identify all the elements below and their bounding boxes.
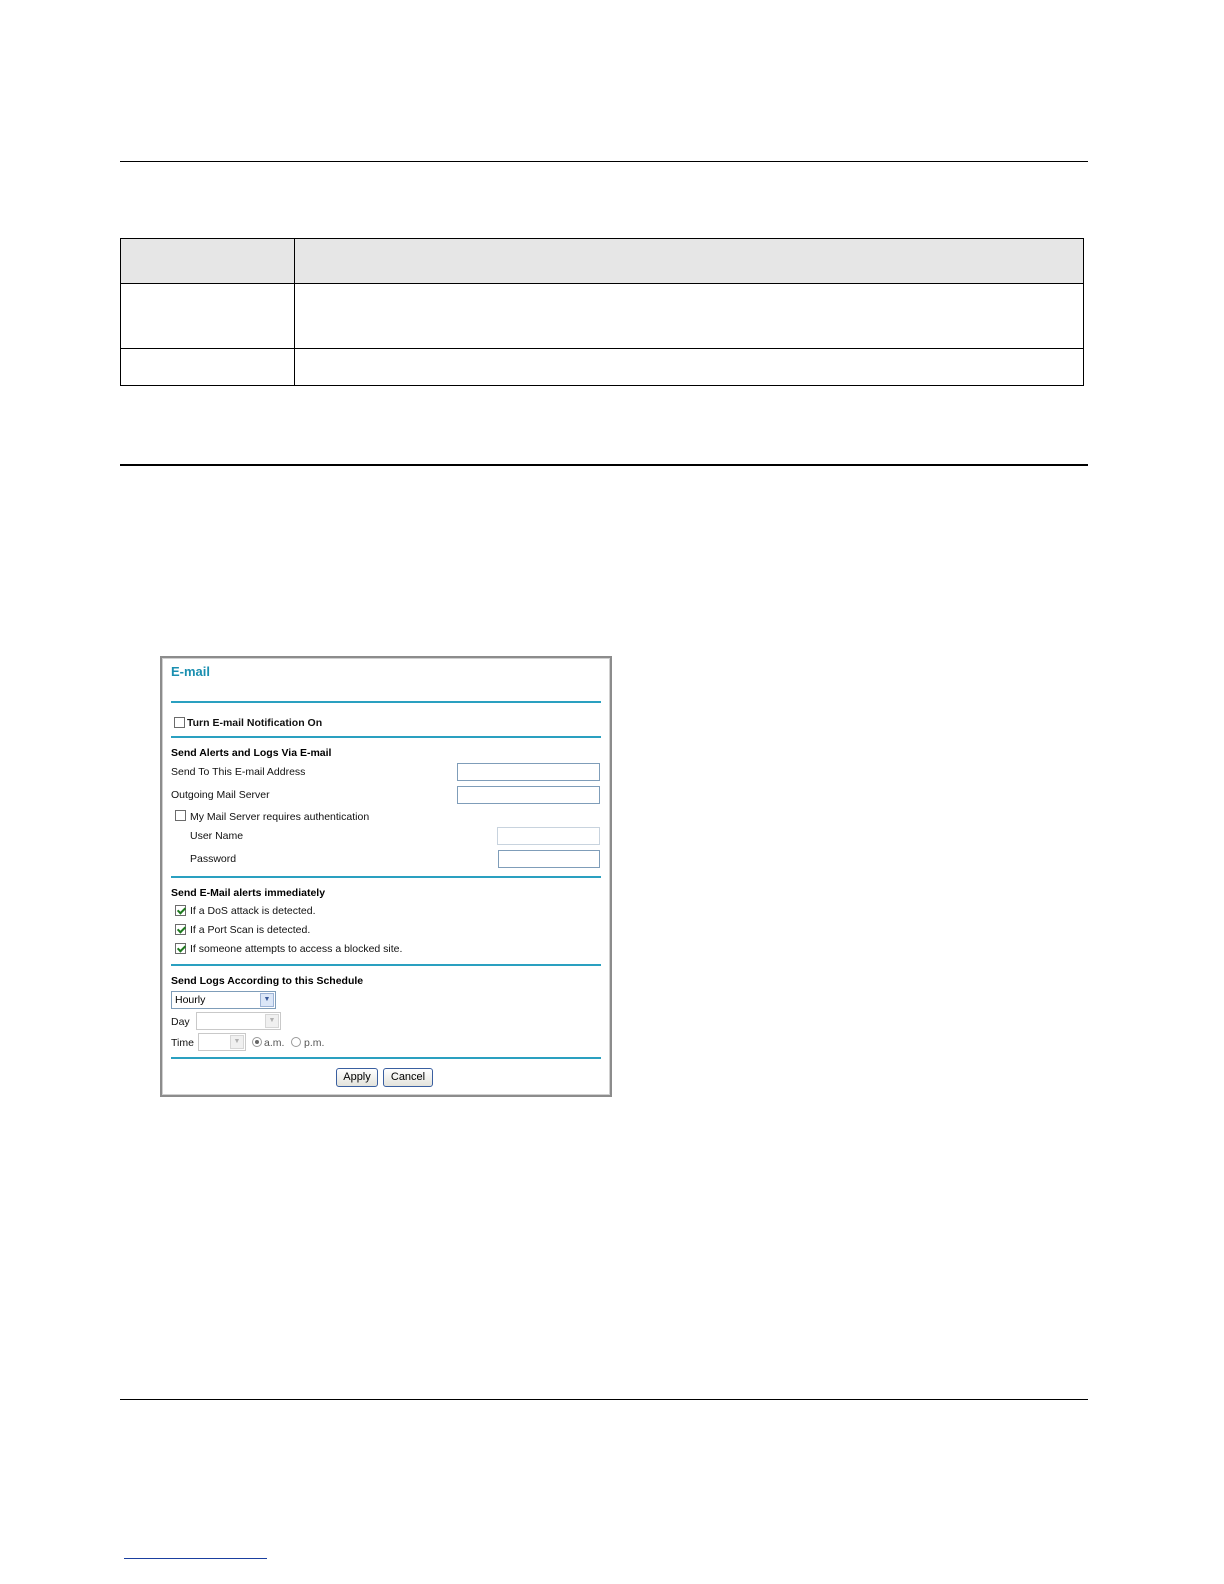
password-input[interactable] (498, 850, 600, 868)
chevron-down-icon: ▼ (260, 993, 274, 1007)
pm-label: p.m. (304, 1037, 325, 1049)
day-label: Day (171, 1016, 190, 1028)
table-cell (121, 284, 295, 349)
divider (171, 876, 601, 878)
table-row (121, 349, 1084, 386)
notification-label: Turn E-mail Notification On (187, 717, 323, 729)
table-header-row (121, 239, 1084, 284)
port-scan-alert-checkbox[interactable] (175, 924, 186, 935)
table-cell (121, 349, 295, 386)
chevron-down-icon: ▼ (265, 1014, 279, 1028)
divider (171, 964, 601, 966)
send-section-heading: Send Alerts and Logs Via E-mail (171, 747, 332, 759)
footer-rule (120, 1399, 1088, 1400)
notification-checkbox[interactable] (174, 717, 185, 728)
email-settings-panel (160, 656, 612, 1097)
username-label: User Name (190, 830, 244, 842)
send-to-label: Send To This E-mail Address (171, 766, 306, 778)
day-select[interactable] (196, 1012, 281, 1030)
footer-link-underline (124, 1558, 267, 1559)
dos-alert-checkbox[interactable] (175, 905, 186, 916)
settings-description-table (120, 238, 1084, 386)
table-row (121, 284, 1084, 349)
am-label: a.m. (264, 1037, 285, 1049)
outgoing-server-label: Outgoing Mail Server (171, 789, 270, 801)
time-label: Time (171, 1037, 194, 1049)
divider (171, 736, 601, 738)
apply-button[interactable]: Apply (336, 1068, 378, 1087)
chevron-down-icon: ▼ (230, 1035, 244, 1049)
blocked-site-alert-checkbox[interactable] (175, 943, 186, 954)
auth-checkbox[interactable] (175, 810, 186, 821)
header-rule (120, 161, 1088, 162)
divider (171, 1057, 601, 1059)
schedule-section-heading: Send Logs According to this Schedule (171, 975, 364, 987)
pm-radio[interactable] (291, 1037, 301, 1047)
panel-title: E-mail (171, 664, 211, 679)
send-to-email-input[interactable] (457, 763, 600, 781)
port-scan-alert-label: If a Port Scan is detected. (190, 924, 311, 936)
table-cell (295, 239, 1084, 284)
divider (171, 701, 601, 703)
time-select[interactable] (198, 1033, 246, 1051)
password-label: Password (190, 853, 237, 865)
blocked-site-alert-label: If someone attempts to access a blocked site. (190, 943, 403, 955)
schedule-frequency-value: Hourly (175, 994, 206, 1006)
table-cell (121, 239, 295, 284)
alerts-section-heading: Send E-Mail alerts immediately (171, 887, 326, 899)
dos-alert-label: If a DoS attack is detected. (190, 905, 316, 917)
outgoing-server-input[interactable] (457, 786, 600, 804)
am-radio[interactable] (252, 1037, 262, 1047)
table-cell (295, 349, 1084, 386)
section-rule (120, 464, 1088, 466)
username-input[interactable] (497, 827, 600, 845)
cancel-button[interactable]: Cancel (383, 1068, 433, 1087)
auth-label: My Mail Server requires authentication (190, 811, 370, 823)
table-cell (295, 284, 1084, 349)
schedule-frequency-select[interactable] (171, 991, 276, 1009)
